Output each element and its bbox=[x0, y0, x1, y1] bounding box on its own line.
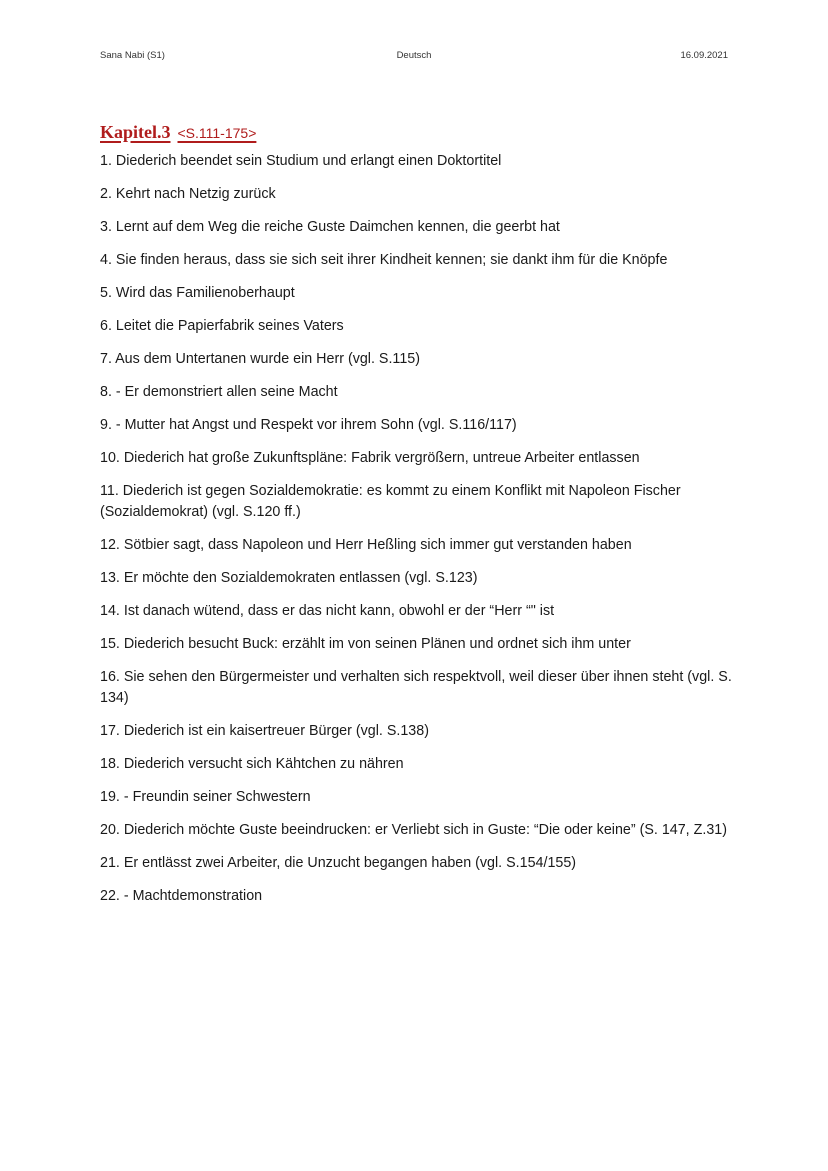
list-item: 12. Sötbier sagt, dass Napoleon und Herr Heßling sich immer gut verstanden haben bbox=[100, 537, 632, 553]
list-item: 14. Ist danach wütend, dass er das nicht kann, obwohl er der “Herr “" ist bbox=[100, 603, 555, 619]
list-item: 7. Aus dem Untertanen wurde ein Herr (vgl. S.115) bbox=[100, 351, 420, 367]
list-item: 20. Diederich möchte Guste beeindrucken: er Verliebt sich in Guste: “Die oder keine” (S. 147, Z.31) bbox=[100, 822, 727, 838]
list-item: 21. Er entlässt zwei Arbeiter, die Unzucht begangen haben (vgl. S.154/155) bbox=[100, 855, 577, 871]
chapter-heading bbox=[100, 117, 256, 145]
header-author: Sana Nabi (S1) bbox=[100, 50, 165, 61]
list-item: 15. Diederich besucht Buck: erzählt im von seinen Plänen und ordnet sich ihm unter bbox=[100, 636, 631, 652]
chapter-title: Kapitel.3 bbox=[100, 122, 171, 142]
list-item: 16. Sie sehen den Bürgermeister und verhalten sich respektvoll, weil dieser über ihnen steht (vgl. S. 134) bbox=[100, 669, 732, 706]
list-item: 4. Sie finden heraus, dass sie sich seit ihrer Kindheit kennen; sie dankt ihm für die Knöpfe bbox=[100, 252, 668, 268]
header-subject: Deutsch bbox=[396, 50, 432, 61]
list-item: 19. - Freundin seiner Schwestern bbox=[100, 789, 311, 805]
list-item: 2. Kehrt nach Netzig zurück bbox=[100, 186, 276, 202]
list-item: 5. Wird das Familienoberhaupt bbox=[100, 285, 295, 301]
list-item: 11. Diederich ist gegen Sozialdemokratie: es kommt zu einem Konflikt mit Napoleon Fischer (Sozialdemokrat) (vgl. S.120 ff.) bbox=[100, 483, 681, 520]
list-item: 3. Lernt auf dem Weg die reiche Guste Daimchen kennen, die geerbt hat bbox=[100, 219, 560, 235]
chapter-page-range: <S.111-175> bbox=[177, 125, 257, 141]
list-item: 10. Diederich hat große Zukunftspläne: Fabrik vergrößern, untreue Arbeiter entlassen bbox=[100, 450, 640, 466]
list-item: 9. - Mutter hat Angst und Respekt vor ihrem Sohn (vgl. S.116/117) bbox=[100, 417, 517, 433]
list-item: 1. Diederich beendet sein Studium und erlangt einen Doktortitel bbox=[100, 153, 502, 169]
list-item: 17. Diederich ist ein kaisertreuer Bürger (vgl. S.138) bbox=[100, 723, 429, 739]
list-item: 18. Diederich versucht sich Kähtchen zu nähren bbox=[100, 756, 404, 772]
list-item: 13. Er möchte den Sozialdemokraten entlassen (vgl. S.123) bbox=[100, 570, 478, 586]
chapter-summary-list bbox=[100, 151, 732, 919]
page-header bbox=[100, 50, 728, 66]
list-item: 8. - Er demonstriert allen seine Macht bbox=[100, 384, 338, 400]
list-item: 6. Leitet die Papierfabrik seines Vaters bbox=[100, 318, 344, 334]
list-item: 22. - Machtdemonstration bbox=[100, 888, 263, 904]
header-date: 16.09.2021 bbox=[680, 50, 728, 61]
